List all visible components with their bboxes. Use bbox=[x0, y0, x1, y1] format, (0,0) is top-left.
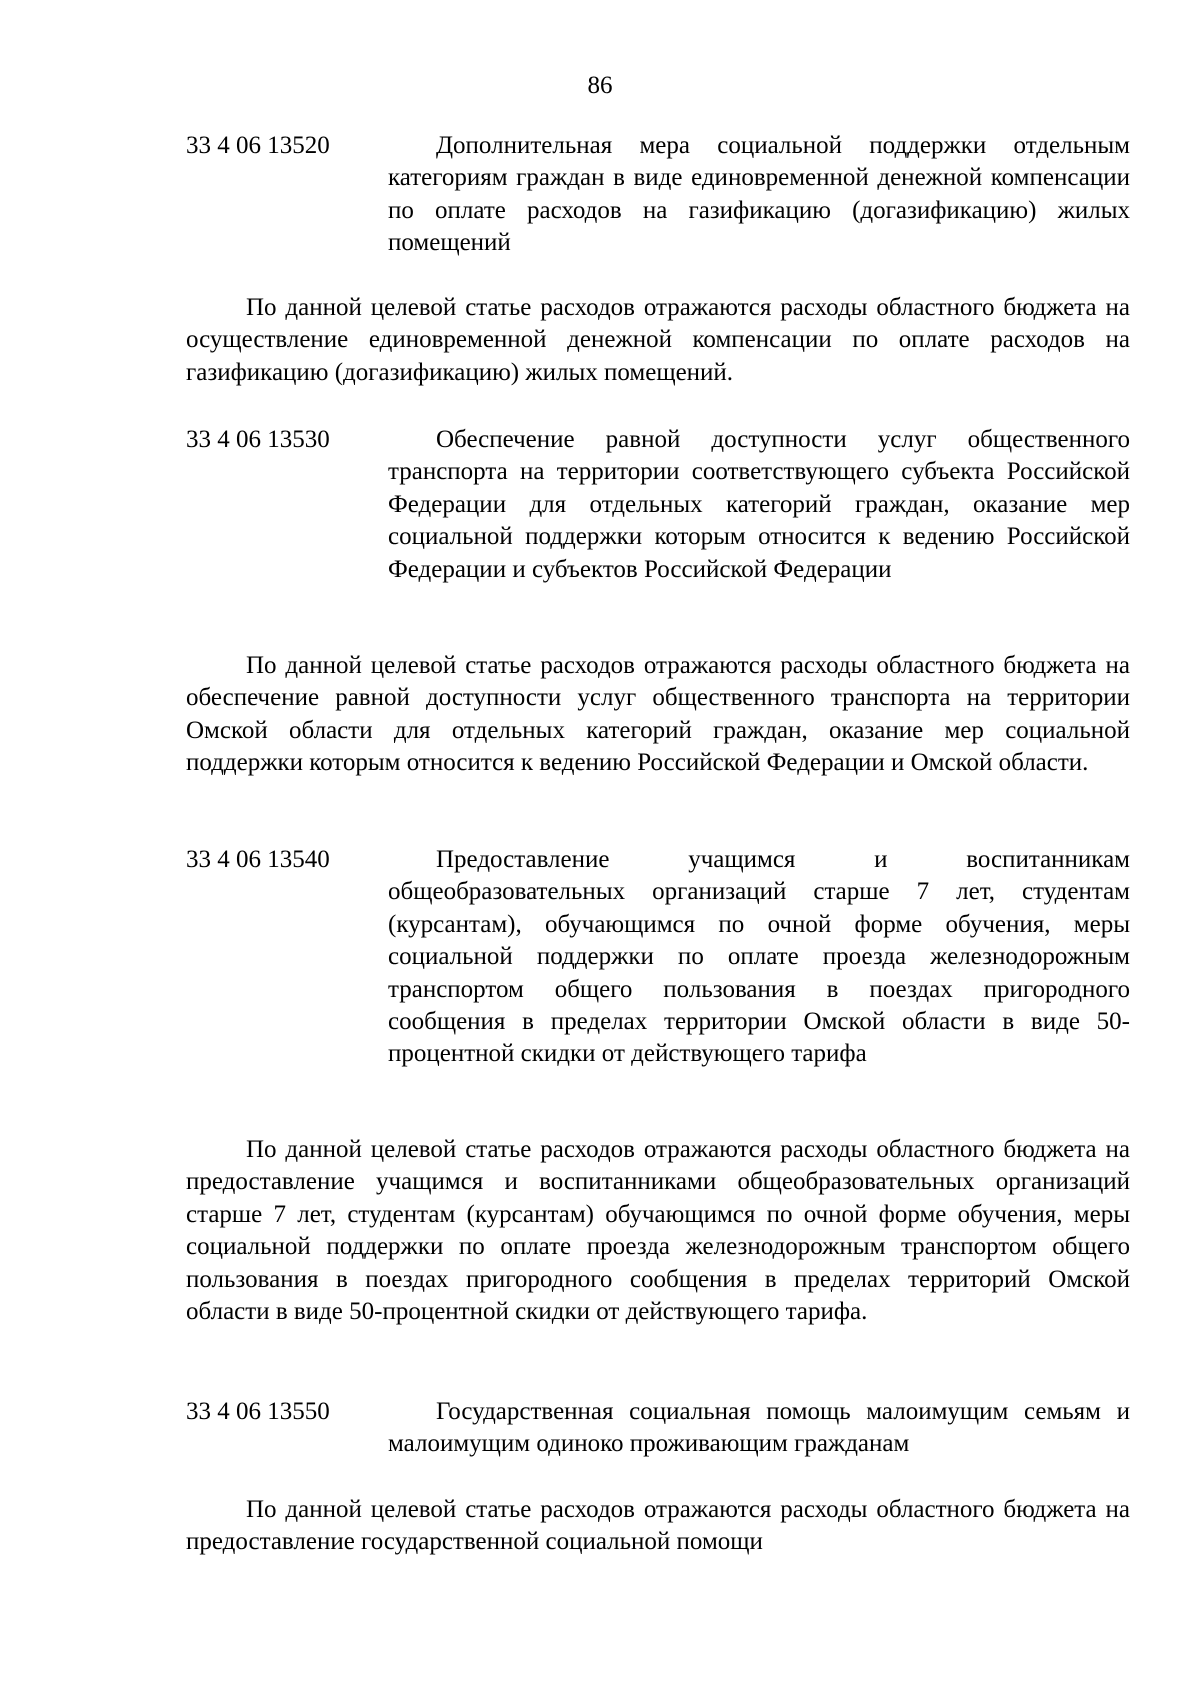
article-title: Обеспечение равной доступности услуг общественного транспорта на территории соответствующего субъекта Российской Федерации для отдельных категорий граждан, оказание мер социальной поддержки которым относится к ведению Российской Федерации и субъектов Российской Федерации bbox=[388, 426, 1130, 583]
budget-code: 33 4 06 13530 bbox=[186, 426, 330, 453]
page-number: 86 bbox=[587, 72, 613, 99]
article-description: По данной целевой статье расходов отражаются расходы областного бюджета на обеспечение равной доступности услуг общественного транспорта на территории Омской области для отдельных категорий граждан, оказание мер социальной поддержки которым относится к ведению Российской Федерации и Омской области. bbox=[186, 652, 1130, 777]
article-title: Предоставление учащимся и воспитанникам общеобразовательных организаций старше 7 лет, студентам (курсантам), обучающимся по очной форме обучения, меры социальной поддержки по оплате проезда железнодорожным транспортом общего пользования в поездах пригородного сообщения в пределах территории Омской области в виде 50-процентной скидки от действующего тарифа bbox=[388, 846, 1130, 1068]
article-description: По данной целевой статье расходов отражаются расходы областного бюджета на осуществление единовременной денежной компенсации по оплате расходов на газификацию (догазификацию) жилых помещений. bbox=[186, 294, 1130, 386]
article-title: Государственная социальная помощь малоимущим семьям и малоимущим одиноко проживающим гражданам bbox=[388, 1398, 1130, 1458]
budget-code: 33 4 06 13540 bbox=[186, 846, 330, 873]
article-description: По данной целевой статье расходов отражаются расходы областного бюджета на предоставление учащимся и воспитанниками общеобразовательных организаций старше 7 лет, студентам (курсантам) обучающимся по очной форме обучения, меры социальной поддержки по оплате проезда железнодорожным транспортом общего пользования в поездах пригородного сообщения в пределах территорий Омской области в виде 50-процентной скидки от действующего тарифа. bbox=[186, 1136, 1130, 1326]
article-title: Дополнительная мера социальной поддержки отдельным категориям граждан в виде единовременной денежной компенсации по оплате расходов на газификацию (догазификацию) жилых помещений bbox=[388, 132, 1130, 257]
budget-code: 33 4 06 13520 bbox=[186, 132, 330, 159]
budget-code: 33 4 06 13550 bbox=[186, 1398, 330, 1425]
article-description: По данной целевой статье расходов отражаются расходы областного бюджета на предоставление государственной социальной помощи bbox=[186, 1496, 1130, 1556]
